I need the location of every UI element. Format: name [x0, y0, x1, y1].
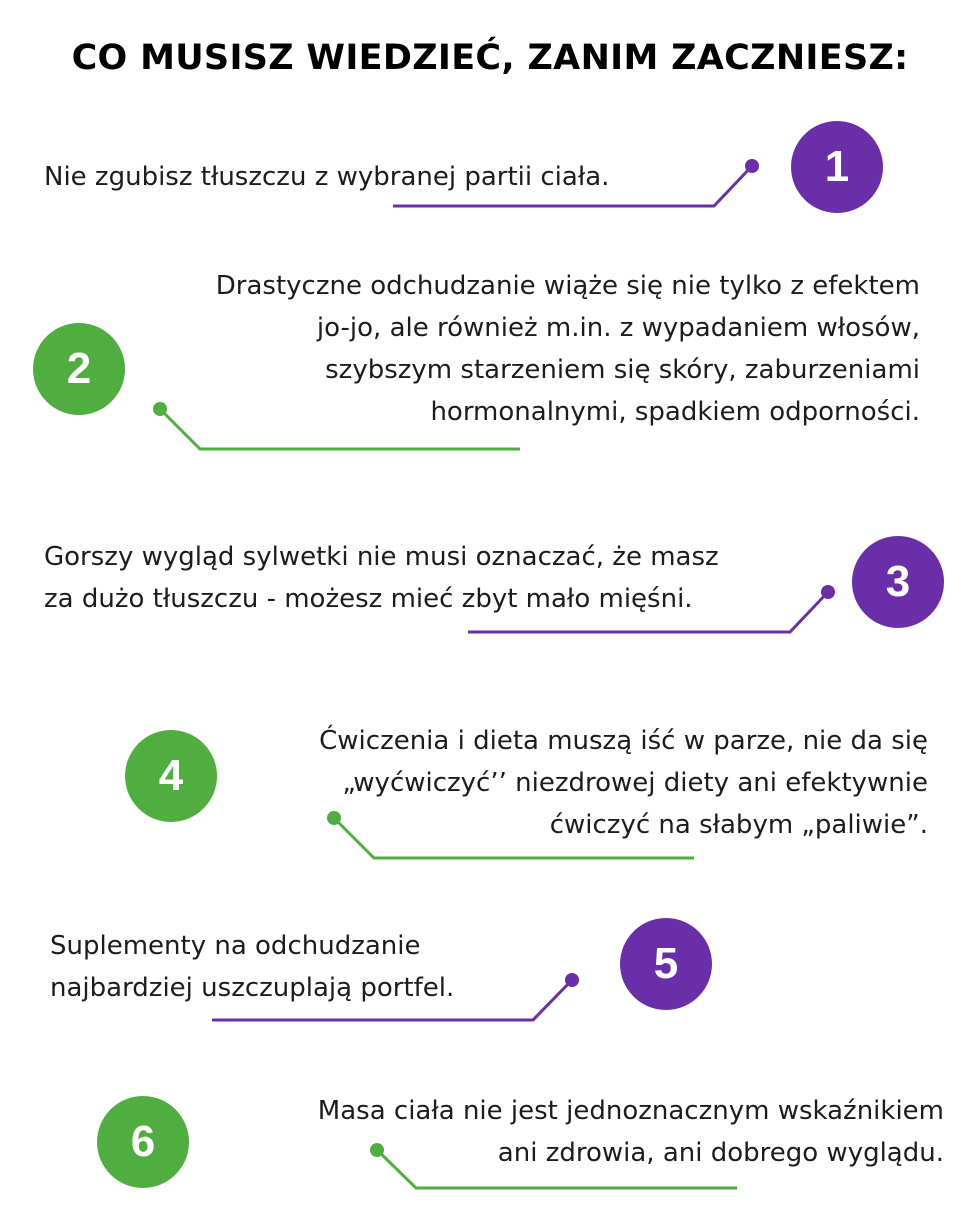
- number-badge-5: 5: [620, 918, 712, 1010]
- item-4-text: [319, 720, 928, 846]
- number-badge-1: 1: [791, 121, 883, 213]
- item-4-line-2: „wyćwiczyć’’ niezdrowej diety ani efektywnie: [342, 768, 928, 798]
- item-2-line-2: jo-jo, ale również m.in. z wypadaniem włosów,: [316, 313, 920, 343]
- item-2-line-3: szybszym starzeniem się skóry, zaburzeniami: [325, 355, 920, 385]
- item-6-line-2: ani zdrowia, ani dobrego wyglądu.: [497, 1138, 944, 1168]
- number-badge-6: 6: [97, 1096, 189, 1188]
- item-1-text: [44, 156, 609, 198]
- number-badge-3: 3: [852, 536, 944, 628]
- item-2-text: [216, 265, 920, 433]
- item-3-line-1: Gorszy wygląd sylwetki nie musi oznaczać, że masz: [44, 542, 719, 572]
- item-4-line-1: Ćwiczenia i dieta muszą iść w parze, nie da się: [319, 726, 928, 756]
- number-badge-2: 2: [33, 323, 125, 415]
- item-3-line-2: za dużo tłuszczu - możesz mieć zbyt mało mięśni.: [44, 584, 693, 614]
- item-6-line-1: Masa ciała nie jest jednoznacznym wskaźnikiem: [317, 1096, 944, 1126]
- item-4-line-3: ćwiczyć na słabym „paliwie”.: [549, 810, 928, 840]
- item-1-line-1: Nie zgubisz tłuszczu z wybranej partii ciała.: [44, 162, 610, 192]
- item-2-line-1: Drastyczne odchudzanie wiąże się nie tylko z efektem: [215, 271, 920, 301]
- item-6-text: [318, 1090, 944, 1174]
- number-badge-4: 4: [125, 730, 217, 822]
- page-title: CO MUSISZ WIEDZIEĆ, ZANIM ZACZNIESZ:: [71, 38, 909, 78]
- item-5-line-1: Suplementy na odchudzanie: [50, 931, 421, 961]
- item-2-line-4: hormonalnymi, spadkiem odporności.: [430, 397, 920, 427]
- item-3-text: [44, 536, 719, 620]
- item-5-text: [50, 925, 454, 1009]
- item-5-line-2: najbardziej uszczuplają portfel.: [50, 973, 455, 1003]
